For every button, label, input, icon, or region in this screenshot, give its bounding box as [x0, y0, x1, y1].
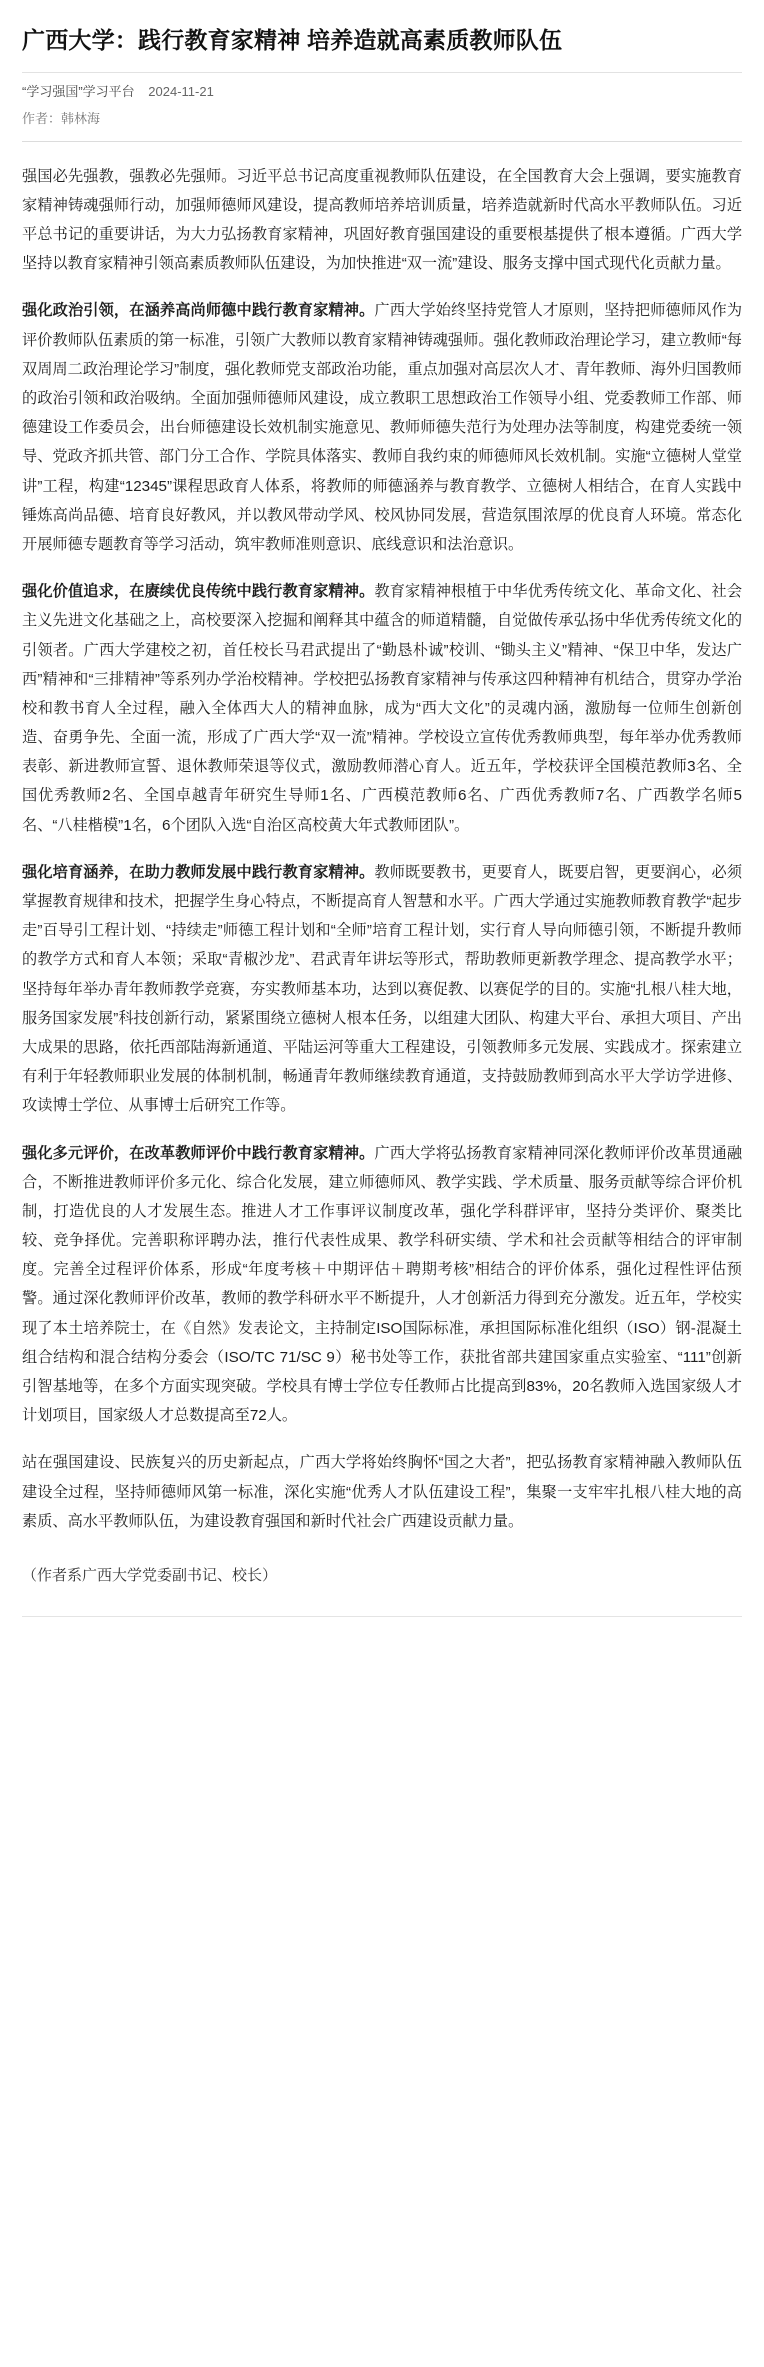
paragraph [22, 1448, 742, 1536]
paragraph-heading: 强化培育涵养，在助力教师发展中践行教育家精神。 [22, 863, 375, 881]
publish-date: 2024-11-21 [148, 84, 214, 100]
paragraph-heading: 强化政治引领，在涵养高尚师德中践行教育家精神。 [22, 302, 375, 320]
paragraph [22, 162, 742, 279]
paragraph [22, 858, 742, 1121]
page-title: 广西大学：践行教育家精神 培养造就高素质教师队伍 [22, 27, 563, 53]
article-body [22, 162, 742, 1536]
title-divider [22, 72, 742, 73]
paragraph-text: 广西大学将弘扬教育家精神同深化教师评价改革贯通融合，不断推进教师评价多元化、综合化发展，建立师德师风、教学实践、学术质量、服务贡献等综合评价机制，打造优良的人才发展生态。推进人才工作事评议制度改革，强化学科群评审，坚持分类评价、聚类比较、竞争择优。完善职称评聘办法，推行代表性成果、教学科研实绩、学术和社会贡献等相结合的评审制度。完善全过程评价体系，形成“年度考核＋中期评估＋聘期考核”相结合的评价体系，强化过程性评估预警。通过深化教师评价改革，教师的教学科研水平不断提升，人才创新活力得到充分激发。近五年，学校实现了本土培养院士，在《自然》发表论文，主持制定ISO国际标准，承担国际标准化组织（ISO）钢-混凝土组合结构和混合结构分委会（ISO/TC 71/SC 9）秘书处等工作，获批省部共建国家重点实验室、“111”创新引智基地等，在多个方面实现突破。学校具有博士学位专任教师占比提高到83%，20名教师入选国家级人才计划项目，国家级人才总数提高至72人。 [22, 1144, 743, 1425]
article-signature: （作者系广西大学党委副书记、校长） [22, 1566, 278, 1584]
paragraph-text: 教师既要教书，更要育人，既要启智，更要润心，必须掌握教育规律和技术，把握学生身心特点，不断提高育人智慧和水平。广西大学通过实施教师教育教学“起步走”百导引工程计划、“持续走”师德工程计划和“全师”培育工程计划，实行育人导向师德引领，不断提升教师的教学方式和育人本领；采取“青椒沙龙”、君武青年讲坛等形式，帮助教师更新教学理念、提高教学水平；坚持每年举办青年教师教学竞赛，夯实教师基本功，达到以赛促教、以赛促学的目的。实施“扎根八桂大地，服务国家发展”科技创新行动，紧紧围绕立德树人根本任务，以组建大团队、构建大平台、承担大项目、产出大成果的思路，依托西部陆海新通道、平陆运河等重大工程建设，引领教师多元发展、实践成才。探索建立有利于年轻教师职业发展的体制机制，畅通青年教师继续教育通道，支持鼓励教师到高水平大学访学进修、攻读博士学位、从事博士后研究工作等。 [22, 863, 743, 1115]
paragraph [22, 1139, 742, 1431]
source-label: “学习强国”学习平台 [22, 84, 135, 100]
author-label: 作者：韩林海 [22, 110, 101, 126]
paragraph [22, 296, 742, 559]
paragraph [22, 577, 742, 840]
article-meta [22, 82, 742, 102]
paragraph-text: 教育家精神根植于中华优秀传统文化、革命文化、社会主义先进文化基础之上，高校要深入挖掘和阐释其中蕴含的师道精髓，自觉做传承弘扬中华优秀传统文化的引领者。广西大学建校之初，首任校长马君武提出了“勤恳朴诚”校训、“锄头主义”精神、“保卫中华，发达广西”精神和“三排精神”等系列办学治校精神。学校把弘扬教育家精神与传承这四种精神有机结合，贯穿办学治校和教书育人全过程，融入全体西大人的精神血脉，成为“西大文化”的灵魂内涵，激励每一位师生创新创造、奋勇争先、全面一流，形成了广西大学“双一流”精神。学校设立宣传优秀教师典型，每年举办优秀教师表彰、新进教师宣誓、退休教师荣退等仪式，激励教师潜心育人。近五年，学校获评全国模范教师3名、全国优秀教师2名、全国卓越青年研究生导师1名、广西模范教师6名、广西优秀教师7名、广西教学名师5名、“八桂楷模”1名，6个团队入选“自治区高校黄大年式教师团队”。 [22, 583, 743, 834]
paragraph-text: 强国必先强教，强教必先强师。习近平总书记高度重视教师队伍建设，在全国教育大会上强调，要实施教育家精神铸魂强师行动，加强师德师风建设，提高教师培养培训质量，培养造就新时代高水平教师队伍。习近平总书记的重要讲话，为大力弘扬教育家精神，巩固好教育强国建设的重要根基提供了根本遵循。广西大学坚持以教育家精神引领高素质教师队伍建设，为加快推进“双一流”建设、服务支撑中国式现代化贡献力量。 [22, 167, 742, 273]
footer-divider [22, 1616, 742, 1617]
paragraph-heading: 强化多元评价，在改革教师评价中践行教育家精神。 [22, 1144, 375, 1162]
meta-divider [22, 141, 742, 142]
paragraph-text: 站在强国建设、民族复兴的历史新起点，广西大学将始终胸怀“国之大者”，把弘扬教育家精神融入教师队伍建设全过程，坚持师德师风第一标准，深化实施“优秀人才队伍建设工程”，集聚一支牢牢扎根八桂大地的高素质、高水平教师队伍，为建设教育强国和新时代社会广西建设贡献力量。 [22, 1454, 742, 1530]
paragraph-text: 广西大学始终坚持党管人才原则，坚持把师德师风作为评价教师队伍素质的第一标准，引领广大教师以教育家精神铸魂强师。强化教师政治理论学习，建立教师“每双周周二政治理论学习”制度，强化教师党支部政治功能，重点加强对高层次人才、青年教师、海外归国教师的政治引领和政治吸纳。全面加强师德师风建设，成立教职工思想政治工作领导小组、党委教师工作部、师德建设工作委员会，出台师德建设长效机制实施意见、教师师德失范行为处理办法等制度，构建党委统一领导、党政齐抓共管、部门分工合作、学院具体落实、教师自我约束的师德师风长效机制。实施“立德树人堂堂讲”工程，构建“12345”课程思政育人体系，将教师的师德涵养与教育教学、立德树人相结合，在育人实践中锤炼高尚品德、培育良好教风，并以教风带动学风、校风协同发展，营造氛围浓厚的优良育人环境。常态化开展师德专题教育等学习活动，筑牢教师准则意识、底线意识和法治意识。 [22, 302, 743, 553]
paragraph-heading: 强化价值追求，在赓续优良传统中践行教育家精神。 [22, 583, 375, 601]
